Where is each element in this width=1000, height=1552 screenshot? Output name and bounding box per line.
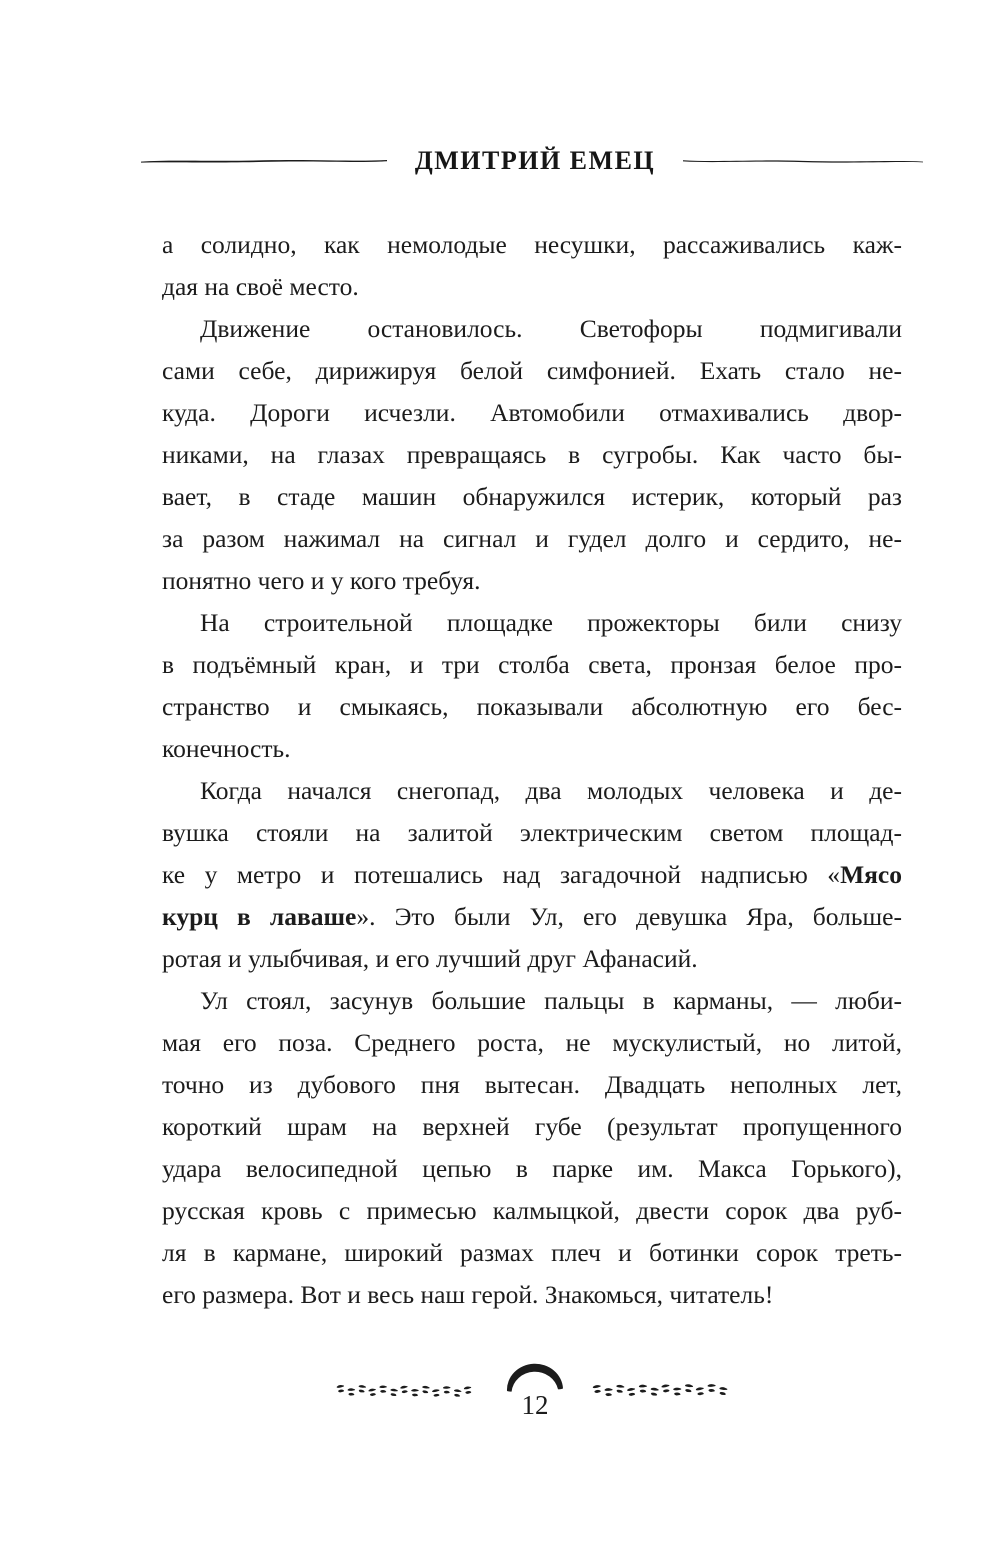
text-line: точно из дубового пня вытесан. Двадцать неполных лет,: [162, 1070, 902, 1099]
paragraph: [162, 770, 902, 980]
paragraph: [162, 308, 902, 602]
text-line: никами, на глазах превращаясь в сугробы. Как часто бы-: [162, 440, 902, 469]
text-line: куда. Дороги исчезли. Автомобили отмахивались двор-: [162, 398, 902, 427]
text-line: ля в кармане, широкий размах плеч и ботинки сорок треть-: [162, 1238, 902, 1267]
text-line: за разом нажимал на сигнал и гудел долго и сердито, не-: [162, 524, 902, 553]
animal-tracks-right-icon: [592, 1376, 728, 1404]
text-line: его размера. Вот и весь наш герой. Знакомься, читатель!: [162, 1280, 774, 1309]
text-line: курц в лаваше». Это были Ул, его девушка Яра, больше-: [162, 902, 902, 931]
paragraph: [162, 224, 902, 308]
text-line: сами себе, дирижируя белой симфонией. Ехать стало не-: [162, 356, 902, 385]
text-line: Когда начался снегопад, два молодых человека и де-: [200, 776, 902, 805]
text-block: [162, 224, 902, 1316]
text-line: На строительной площадке прожекторы били снизу: [200, 608, 902, 637]
text-line: в подъёмный кран, и три столба света, пронзая белое про-: [162, 650, 902, 679]
tapered-rule-right-icon: [683, 155, 923, 167]
text-line: русская кровь с примесью калмыцкой, двести сорок два руб-: [162, 1196, 902, 1225]
page-number: 12: [521, 1390, 549, 1420]
paragraph: [162, 602, 902, 770]
running-header-author: ДМИТРИЙ ЕМЕЦ: [414, 146, 656, 175]
text-line: Движение остановилось. Светофоры подмигивали: [200, 314, 902, 343]
running-header: [162, 144, 902, 178]
text-line: мая его поза. Среднего роста, не мускулистый, но литой,: [162, 1028, 902, 1057]
page-footer: [162, 1358, 902, 1422]
text-line: вушка стояли на залитой электрическим светом площад-: [162, 818, 902, 847]
text-line: понятно чего и у кого требуя.: [162, 566, 481, 595]
text-line: дая на своё место.: [162, 272, 359, 301]
animal-tracks-left-icon: [336, 1376, 478, 1404]
text-line: вает, в стаде машин обнаружился истерик, который раз: [162, 482, 902, 511]
text-line: конечность.: [162, 734, 291, 763]
text-line: удара велосипедной цепью в парке им. Макса Горького),: [162, 1154, 902, 1183]
text-line: ротая и улыбчивая, и его лучший друг Афанасий.: [162, 944, 698, 973]
text-line: короткий шрам на верхней губе (результат пропущенного: [162, 1112, 902, 1141]
page-number-group: [502, 1358, 568, 1422]
text-line: Ул стоял, засунув большие пальцы в карманы, — люби-: [200, 986, 902, 1015]
text-line: странство и смыкаясь, показывали абсолютную его бес-: [162, 692, 902, 721]
text-line: ке у метро и потешались над загадочной надписью «Мясо: [162, 860, 902, 889]
tapered-rule-left-icon: [141, 155, 387, 167]
page-content: [162, 144, 902, 1422]
paragraph: [162, 980, 902, 1316]
text-line: а солидно, как немолодые несушки, рассаживались каж-: [162, 230, 902, 259]
